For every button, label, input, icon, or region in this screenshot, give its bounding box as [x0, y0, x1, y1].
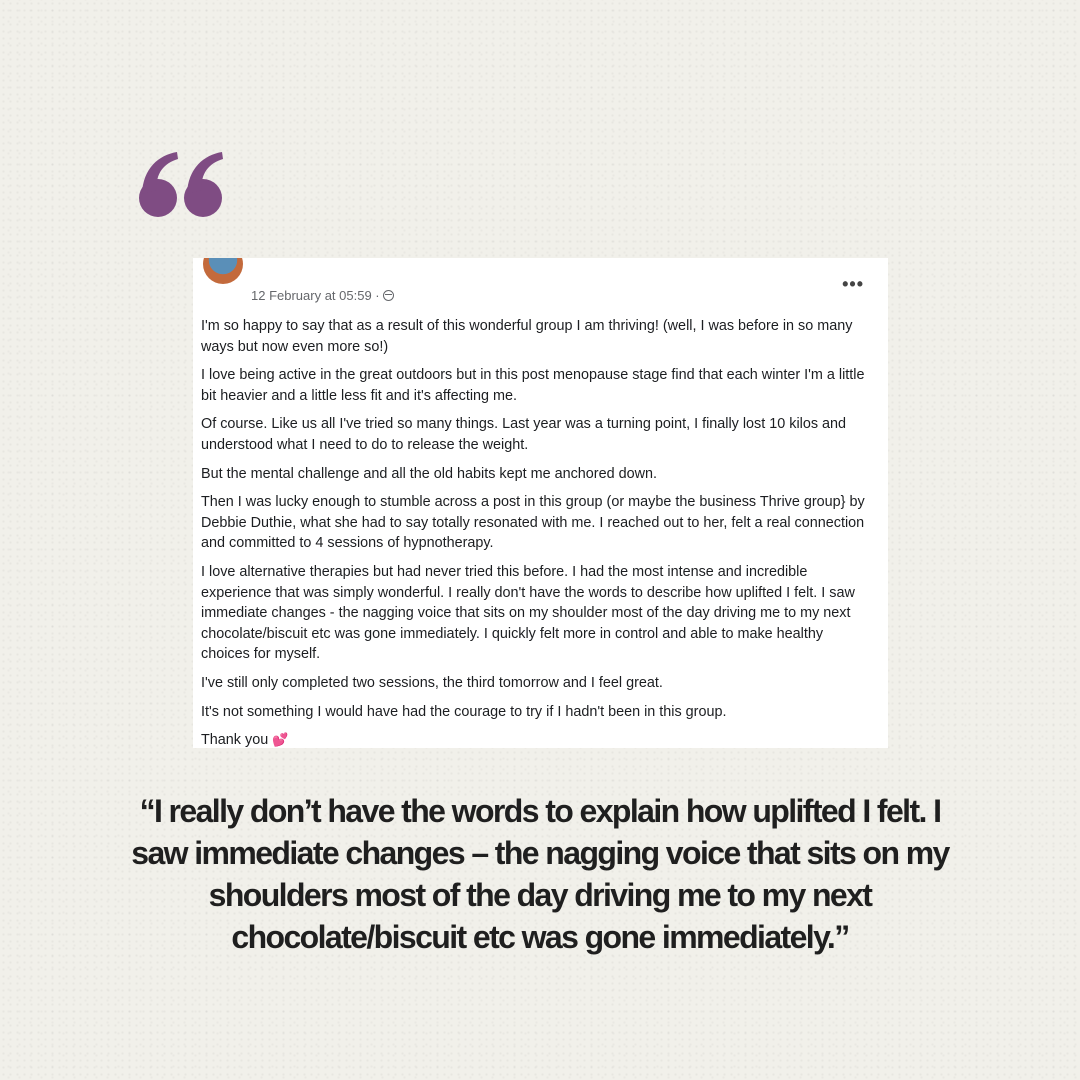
facebook-post-card: [193, 258, 888, 748]
pull-quote: “I really don’t have the words to explain how uplifted I felt. I saw immediate changes – the nagging voice that sits on my shoulders most of the day driving me to my next chocolate/biscuit etc was gone immediately.”: [131, 793, 949, 955]
post-paragraph: I love being active in the great outdoors but in this post menopause stage find that each winter I'm a little bit heavier and a little less fit and it's affecting me.: [201, 367, 865, 404]
more-options-button[interactable]: •••: [842, 274, 864, 294]
post-paragraph: I'm so happy to say that as a result of this wonderful group I am thriving! (well, I was before in so many ways but now even more so!): [201, 318, 853, 355]
post-paragraph: Of course. Like us all I've tried so many things. Last year was a turning point, I finally lost 10 kilos and understood what I need to do to release the weight.: [201, 416, 847, 453]
post-body: [201, 316, 869, 748]
post-timestamp[interactable]: 12 February at 05:59 ·: [251, 288, 380, 303]
globe-icon: [383, 290, 394, 301]
post-closing-text: Thank you: [201, 732, 269, 748]
post-paragraph: I've still only completed two sessions, the third tomorrow and I feel great.: [201, 674, 663, 691]
post-meta: [251, 288, 394, 303]
post-paragraph: I love alternative therapies but had never tried this before. I had the most intense and incredible experience that was simply wonderful. I really don't have the words to describe how uplifted I felt. I saw immediate changes - the nagging voice that sits on my shoulder most of the day driving me to my next chocolate/biscuit etc was gone immediately. I quickly felt more in control and able to make healthy choices for myself.: [201, 563, 855, 663]
post-closing: [201, 730, 869, 748]
avatar[interactable]: [203, 258, 243, 284]
quote-icon: [137, 150, 227, 220]
two-hearts-icon: 💕: [272, 732, 289, 748]
post-paragraph: But the mental challenge and all the old habits kept me anchored down.: [201, 465, 658, 482]
post-paragraph: It's not something I would have had the courage to try if I hadn't been in this group.: [201, 703, 727, 720]
post-paragraph: Then I was lucky enough to stumble across a post in this group (or maybe the business Thrive group} by Debbie Duthie, what she had to say totally resonated with me. I reached out to her, felt a real connection and committed to 4 sessions of hypnotherapy.: [201, 494, 865, 552]
